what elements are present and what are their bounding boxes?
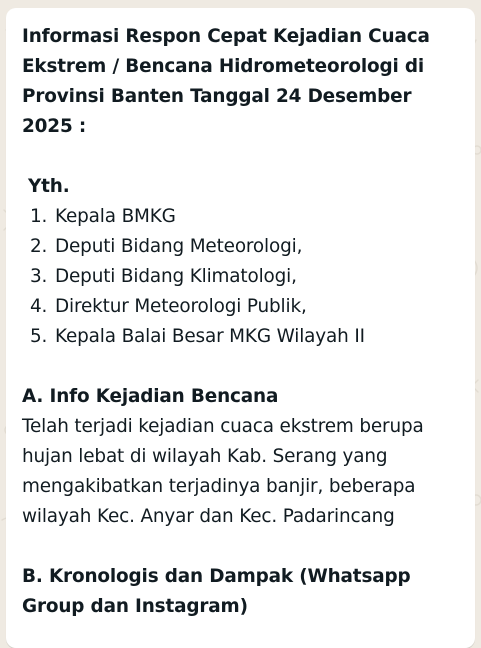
list-item-text: Direktur Meteorologi Publik, [55, 296, 307, 317]
list-item-number: 2. [30, 236, 48, 257]
list-item [30, 322, 463, 352]
list-item [30, 202, 463, 232]
list-item [30, 292, 463, 322]
list-item-text: Kepala Balai Besar MKG Wilayah II [55, 326, 365, 347]
list-item-text: Deputi Bidang Klimatologi, [55, 266, 297, 287]
list-item-text: Kepala BMKG [55, 206, 176, 227]
list-item [30, 262, 463, 292]
section-a-body: Telah terjadi kejadian cuaca ekstrem berupa hujan lebat di wilayah Kab. Serang yang mengakibatkan terjadinya banjir, beberapa wilayah Kec. Anyar dan Kec. Padarincang [22, 416, 424, 527]
message-bubble [6, 8, 475, 648]
list-item-number: 1. [30, 206, 48, 227]
list-item-number: 5. [30, 326, 48, 347]
list-item-number: 4. [30, 296, 48, 317]
message-title: Informasi Respon Cepat Kejadian Cuaca Ekstrem / Bencana Hidrometeorologi di Provinsi Banten Tanggal 24 Desember 2025 : [22, 26, 430, 137]
section-a-heading: A. Info Kejadian Bencana [22, 386, 279, 407]
salutation: Yth. [28, 176, 70, 197]
list-item-text: Deputi Bidang Meteorologi, [55, 236, 303, 257]
list-item [30, 232, 463, 262]
list-item-number: 3. [30, 266, 48, 287]
recipient-list [22, 202, 463, 352]
section-b-heading: B. Kronologis dan Dampak (Whatsapp Group dan Instagram) [22, 566, 411, 617]
